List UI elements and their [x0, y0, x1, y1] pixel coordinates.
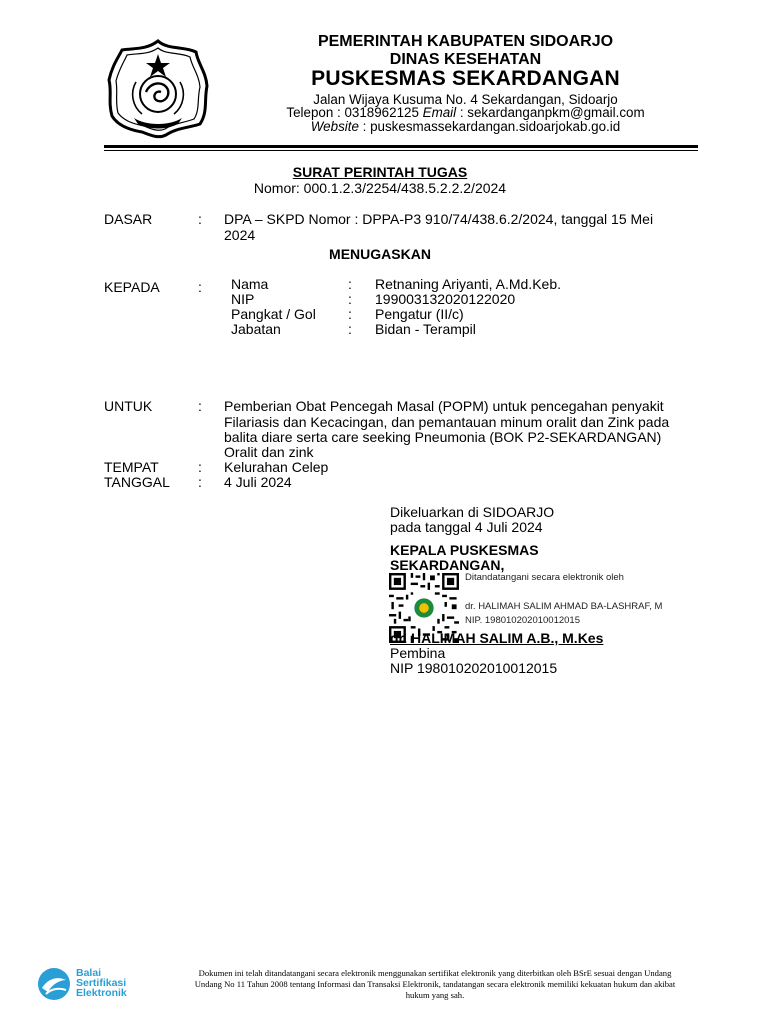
esign-signer-name: dr. HALIMAH SALIM AHMAD BA-LASHRAF, M — [465, 601, 663, 612]
nip-colon: : — [348, 291, 352, 307]
esign-caption: Ditandatangani secara elektronik oleh — [465, 572, 624, 583]
untuk-text-2: Filariasis dan Kecacingan, dan pemantauan minum oralit dan Zink pada — [224, 414, 670, 430]
header-contact — [209, 105, 722, 120]
issued-date: pada tanggal 4 Juli 2024 — [390, 519, 543, 535]
letter-title: SURAT PERINTAH TUGAS — [292, 164, 468, 180]
issued-at: Dikeluarkan di SIDOARJO — [390, 504, 555, 520]
letter-number: Nomor: 000.1.2.3/2254/438.5.2.2.2/2024 — [253, 180, 507, 196]
header-department: DINAS KESEHATAN — [389, 51, 542, 68]
website-label: Website — [310, 119, 359, 134]
pangkat-colon: : — [348, 306, 352, 322]
tempat-label: TEMPAT — [104, 459, 159, 475]
header-government: PEMERINTAH KABUPATEN SIDOARJO — [317, 33, 614, 50]
jabatan-label: Jabatan — [231, 321, 281, 337]
tanggal-value: 4 Juli 2024 — [224, 474, 292, 490]
esign-signer-nip: NIP. 198010202010012015 — [465, 615, 580, 626]
footer-line-1: Dokumen ini telah ditandatangani secara elektronik menggunakan sertifikat elektronik yang diterbitkan oleh BSrE sesuai dengan Undang — [198, 968, 672, 978]
nama-colon: : — [348, 276, 352, 292]
untuk-label: UNTUK — [104, 398, 153, 414]
jabatan-value: Bidan - Terampil — [375, 321, 476, 337]
bsre-text-3: Elektronik — [76, 987, 127, 999]
header-address: Jalan Wijaya Kusuma No. 4 Sekardangan, Sidoarjo — [313, 92, 618, 107]
pangkat-label: Pangkat / Gol — [231, 306, 316, 322]
nama-value: Retnaning Ariyanti, A.Md.Keb. — [375, 276, 561, 292]
kepada-label: KEPADA — [104, 279, 160, 295]
tempat-colon: : — [198, 459, 202, 475]
jabatan-colon: : — [348, 321, 352, 337]
nama-label: Nama — [231, 276, 269, 292]
email-label: Email — [422, 105, 457, 120]
tempat-value: Kelurahan Celep — [224, 459, 329, 475]
bsre-text-2: Sertifikasi — [76, 977, 127, 989]
bsre-text-1: Balai — [76, 967, 102, 979]
dasar-colon: : — [198, 211, 202, 227]
nip-label: NIP — [231, 291, 255, 307]
nip-value: 199003132020122020 — [375, 291, 516, 307]
dasar-label: DASAR — [104, 211, 153, 227]
untuk-text-1: Pemberian Obat Pencegah Masal (POPM) untuk pencegahan penyakit — [224, 398, 664, 414]
menugaskan-heading: MENUGASKAN — [329, 246, 431, 262]
header-website — [209, 119, 722, 134]
signer-position-1: KEPALA PUSKESMAS — [390, 542, 539, 558]
header-institution: PUSKESMAS SEKARDANGAN — [311, 67, 620, 90]
signer-rank: Pembina — [390, 645, 446, 661]
footer-disclaimer — [150, 968, 720, 1001]
dasar-text-1: DPA – SKPD Nomor : DPPA-P3 910/74/438.6.2/2024, tanggal 15 Mei — [224, 211, 654, 227]
untuk-text-3: balita diare serta care seeking Pneumonia (BOK P2-SEKARDANGAN) — [224, 429, 662, 445]
tanggal-label: TANGGAL — [104, 474, 170, 490]
kabupaten-seal-logo — [106, 38, 210, 140]
tanggal-colon: : — [198, 474, 202, 490]
email-value: : sekardanganpkm@gmail.com — [456, 105, 645, 120]
header-rule-thick — [104, 145, 698, 148]
pangkat-value: Pengatur (II/c) — [375, 306, 464, 322]
header-rule-thin — [104, 150, 698, 151]
signer-name: dr. HALIMAH SALIM A.B., M.Kes — [390, 630, 604, 646]
kepada-colon: : — [198, 279, 202, 295]
signer-position-2: SEKARDANGAN, — [390, 557, 505, 573]
signer-nip: NIP 198010202010012015 — [390, 660, 558, 676]
footer-line-3: hukum yang sah. — [405, 990, 465, 1000]
phone-text: Telepon : 0318962125 — [286, 105, 423, 120]
footer-line-2: Undang No 11 Tahun 2008 tentang Informasi dan Transaksi Elektronik, tandatangan secara elektronik memiliki kekuatan hukum dan akibat — [194, 979, 676, 989]
untuk-colon: : — [198, 398, 202, 414]
website-value: : puskesmassekardangan.sidoarjokab.go.id — [358, 119, 621, 134]
bsre-logo-icon — [36, 966, 72, 1002]
dasar-text-2: 2024 — [224, 227, 256, 243]
untuk-text-4: Oralit dan zink — [224, 444, 314, 460]
